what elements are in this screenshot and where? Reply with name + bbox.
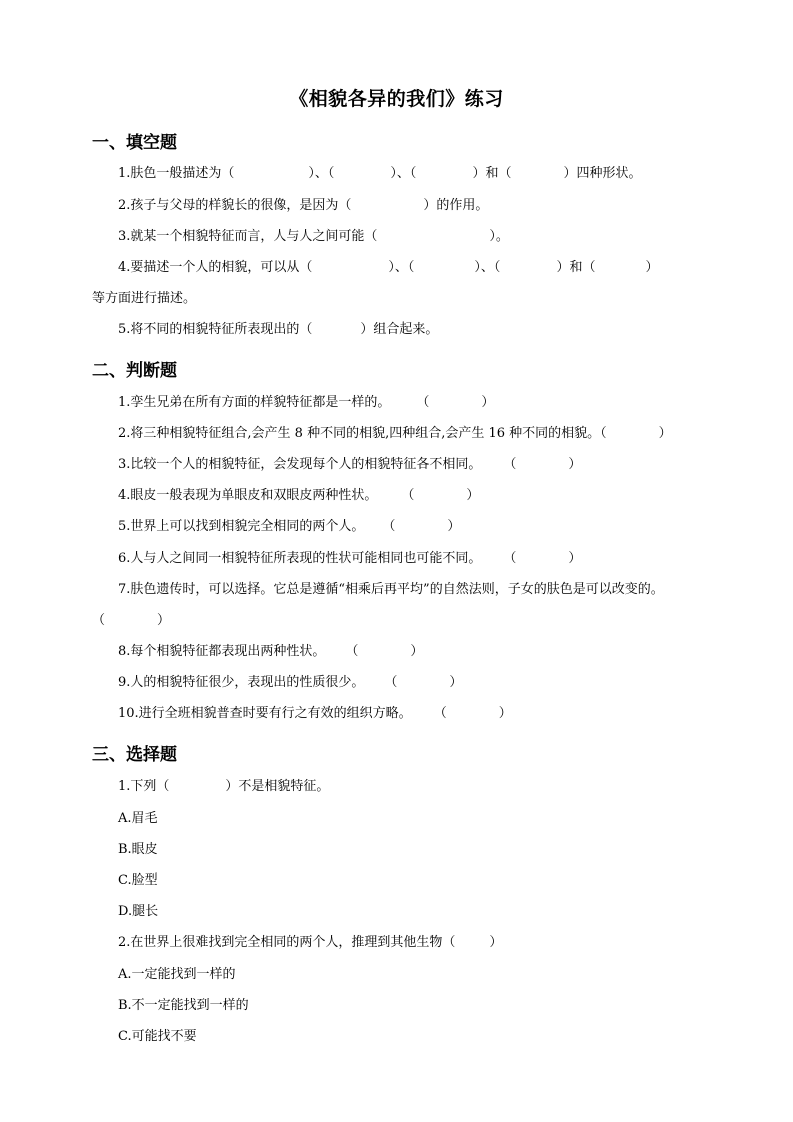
judge-item: 7.肤色遗传时，可以选择。它总是遵循“相乘后再平均”的自然法则，子女的肤色是可以改变的。 <box>118 582 664 597</box>
judge-item: 2.将三种相貌特征组合,会产生 8 种不同的相貌,四种组合,会产生 16 种不同的相貌。（ ） <box>118 426 672 441</box>
section-heading-choice: 三、选择题 <box>92 745 177 765</box>
choice-option: B.眼皮 <box>118 842 158 857</box>
choice-question-1: 1.下列（ ）不是相貌特征。 <box>118 779 330 794</box>
judge-item: 10.进行全班相貌普查时要有行之有效的组织方略。 （ ） <box>118 706 512 721</box>
choice-option: B.不一定能找到一样的 <box>118 998 249 1013</box>
fill-question-3: 3.就某一个相貌特征而言，人与人之间可能（ ）。 <box>118 229 509 244</box>
judge-item: 5.世界上可以找到相貌完全相同的两个人。 （ ） <box>118 519 461 534</box>
section-heading-judge: 二、判断题 <box>92 361 177 381</box>
choice-option: C.可能找不要 <box>118 1029 197 1044</box>
choice-option: C.脸型 <box>118 873 158 888</box>
section-heading-fill: 一、填空题 <box>92 133 177 153</box>
judge-item: 6.人与人之间同一相貌特征所表现的性状可能相同也可能不同。 （ ） <box>118 551 582 566</box>
fill-question-5: 5.将不同的相貌特征所表现出的（ ）组合起来。 <box>118 322 439 337</box>
fill-question-4: 4.要描述一个人的相貌，可以从（ ）、（ ）、（ ）和（ ） <box>118 260 659 275</box>
fill-question-1: 1.肤色一般描述为（ ）、（ ）、（ ）和（ ）四种形状。 <box>118 166 642 181</box>
choice-option: A.一定能找到一样的 <box>118 967 236 982</box>
fill-question-2: 2.孩子与父母的样貌长的很像，是因为（ ）的作用。 <box>118 198 489 213</box>
fill-question-4-continued: 等方面进行描述。 <box>92 291 197 306</box>
judge-item: 3.比较一个人的相貌特征，会发现每个人的相貌特征各不相同。 （ ） <box>118 457 582 472</box>
judge-item: 9.人的相貌特征很少，表现出的性质很少。 （ ） <box>118 675 463 690</box>
judge-item: 4.眼皮一般表现为单眼皮和双眼皮两种性状。 （ ） <box>118 488 480 503</box>
judge-item: 1.孪生兄弟在所有方面的样貌特征都是一样的。 （ ） <box>118 395 495 410</box>
choice-option: D.腿长 <box>118 904 159 919</box>
judge-item-7-paren: （ ） <box>92 613 171 628</box>
judge-item: 8.每个相貌特征都表现出两种性状。 （ ） <box>118 644 424 659</box>
choice-question-2: 2.在世界上很难找到完全相同的两个人，推理到其他生物（ ） <box>118 935 503 950</box>
page-title: 《相貌各异的我们》练习 <box>289 88 504 110</box>
choice-option: A.眉毛 <box>118 811 158 826</box>
